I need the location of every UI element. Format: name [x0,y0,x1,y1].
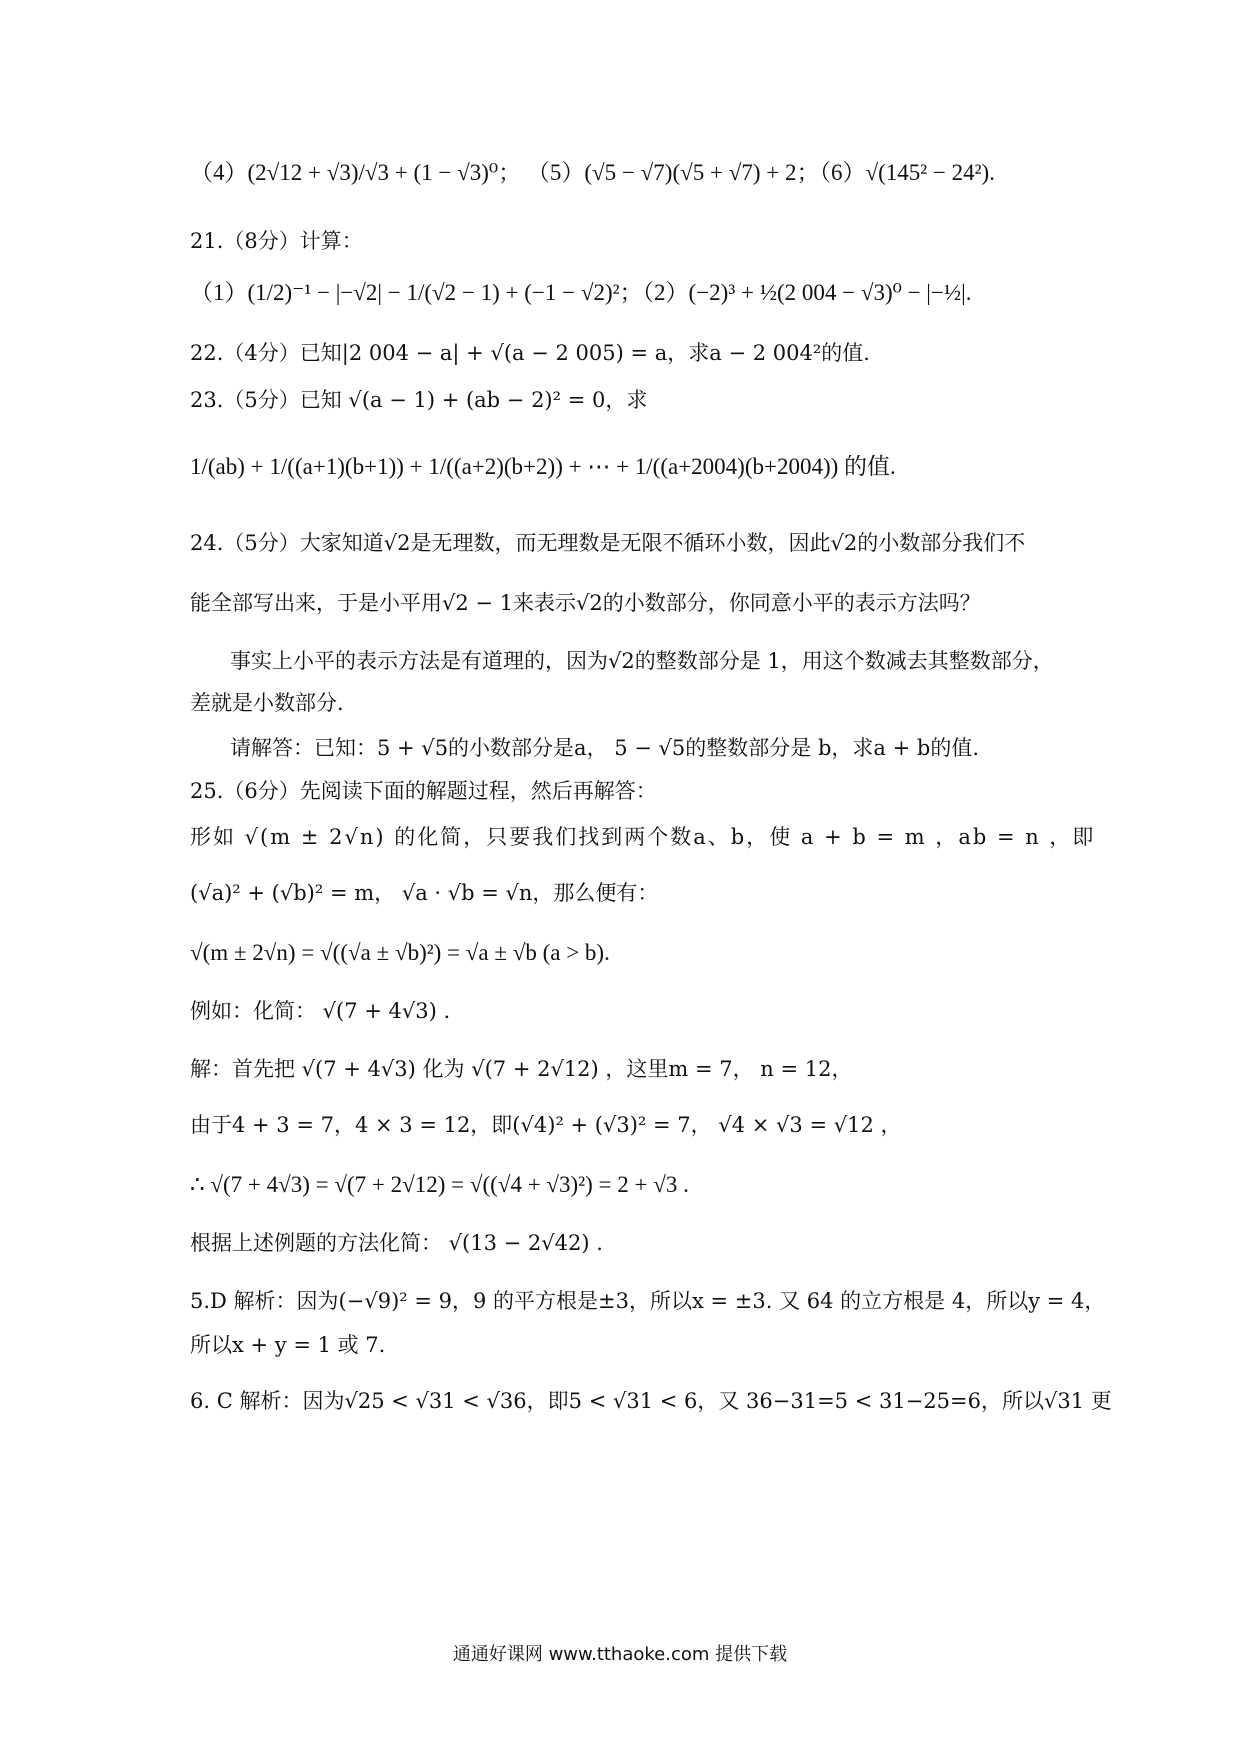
answer-6-line-1: 6. C 解析：因为√25 < √31 < √36，即5 < √31 < 6，又 36−31=5 < 31−25=6，所以√31 更 [190,1389,1112,1413]
q24-line-1: 24.（5分）大家知道√2是无理数，而无理数是无限不循环小数，因此√2的小数部分我们不 [190,531,1026,555]
q23-title: 23.（5分）已知 √(a − 1) + (ab − 2)² = 0，求 [190,388,648,412]
q25-line-1: 形如 √(m ± 2√n) 的化简，只要我们找到两个数a、b，使 a + b = m ，ab = n ，即 [190,825,1096,849]
q24-line-5: 请解答：已知：5 + √5的小数部分是a， 5 − √5的整数部分是 b，求a + b的值. [230,736,979,760]
q25-formula: √(m ± 2√n) = √((√a ± √b)²) = √a ± √b (a > b). [190,940,610,965]
answer-5-line-1: 5.D 解析：因为(−√9)² = 9，9 的平方根是±3，所以x = ±3. 又 64 的立方根是 4，所以y = 4， [190,1289,1106,1313]
q23-expression: 1/(ab) + 1/((a+1)(b+1)) + 1/((a+2)(b+2)) + ⋯ + 1/((a+2004)(b+2004)) 的值. [190,454,896,479]
footer-source: 通通好课网 www.tthaoke.com 提供下载 [452,1644,788,1665]
q25-solution-3: ∴ √(7 + 4√3) = √(7 + 2√12) = √((√4 + √3)²) = 2 + √3 . [190,1172,689,1197]
q25-line-2: (√a)² + (√b)² = m， √a · √b = √n，那么便有： [190,881,659,905]
q25-title: 25.（6分）先阅读下面的解题过程，然后再解答： [190,779,657,803]
q22: 22.（4分）已知|2 004 − a| + √(a − 2 005) = a，求a − 2 004²的值. [190,341,870,365]
q24-line-2: 能全部写出来，于是小平用√2 − 1来表示√2的小数部分，你同意小平的表示方法吗？ [190,591,981,615]
q25-solution-1: 解：首先把 √(7 + 4√3) 化为 √(7 + 2√12) ，这里m = 7， n = 12， [190,1057,853,1081]
q25-example: 例如：化简： √(7 + 4√3) . [190,999,451,1023]
q25-solution-2: 由于4 + 3 = 7，4 × 3 = 12，即(√4)² + (√3)² = 7， √4 × √3 = √12 ， [190,1113,902,1137]
q21-title: 21.（8分）计算： [190,229,363,253]
q21-expression: （1）(1/2)⁻¹ − |−√2| − 1/(√2 − 1) + (−1 − √2)²；（2）(−2)³ + ½(2 004 − √3)⁰ − |−½|. [190,280,972,305]
q20-parts-4-6: （4）(2√12 + √3)/√3 + (1 − √3)⁰； （5）(√5 − √7)(√5 + √7) + 2；（6）√(145² − 24²). [190,160,995,185]
q24-line-4: 差就是小数部分. [190,691,344,715]
q25-task: 根据上述例题的方法化简： √(13 − 2√42) . [190,1231,603,1255]
answer-5-line-2: 所以x + y = 1 或 7. [190,1333,386,1357]
q24-line-3: 事实上小平的表示方法是有道理的，因为√2的整数部分是 1，用这个数减去其整数部分， [230,649,1054,673]
